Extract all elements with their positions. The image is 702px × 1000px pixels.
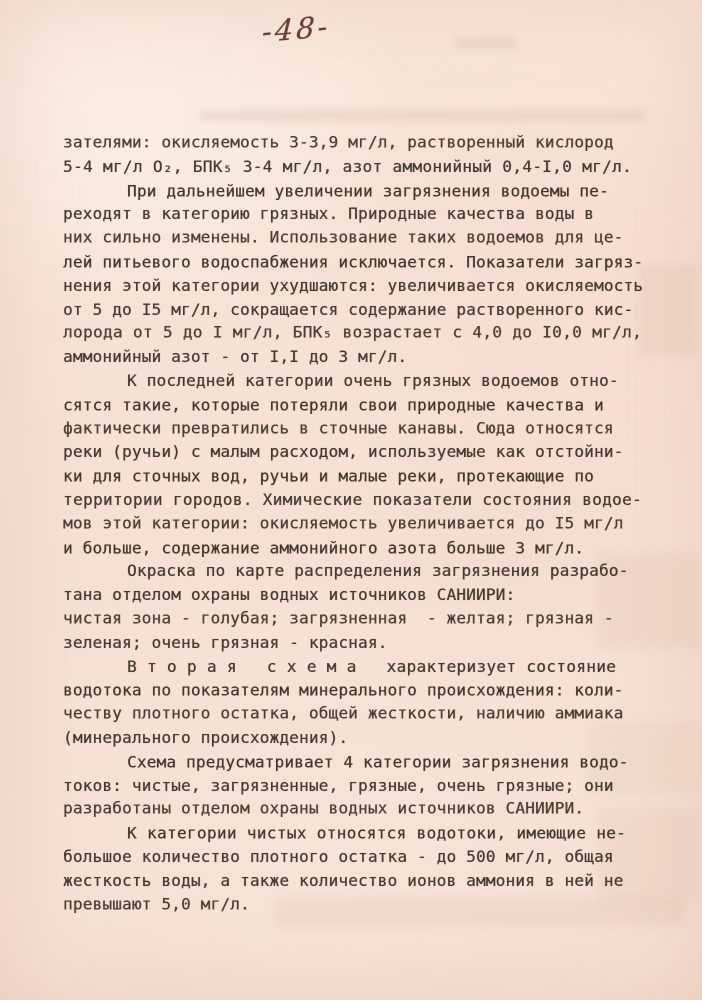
text-line: разработаны отделом охраны водных источников САНИИРИ. xyxy=(63,799,585,819)
text-line: лей питьевого водоспабжения исключается. Показатели загряз- xyxy=(63,252,644,272)
text-line: При дальнейшем увеличении загрязнения водоемы пе- xyxy=(127,180,609,200)
text-line: большое количество плотного остатка - до 500 мг/л, общая xyxy=(63,846,614,866)
text-line: К последней категории очень грязных водоемов отно- xyxy=(127,370,619,390)
text-line: превышают 5,0 мг/л. xyxy=(63,894,250,914)
text-line: (минерального происхождения). xyxy=(63,727,349,747)
text-line: жесткость воды, а также количество ионов аммония в ней не xyxy=(63,870,624,890)
text-line: честву плотного остатка, общей жесткости, наличию аммиака xyxy=(63,703,624,723)
text-line: реки (ручьи) с малым расходом, используемые как отстойни- xyxy=(63,442,624,462)
bleed-through-smudge xyxy=(455,38,515,48)
text-line: от 5 до I5 мг/л, сокращается содержание растворенного кис- xyxy=(63,299,634,319)
text-line: чистая зона - голубая; загрязненная - желтая; грязная - xyxy=(63,608,614,628)
text-line: Схема предусматривает 4 категории загрязнения водо- xyxy=(127,752,629,772)
text-line: лорода от 5 до I мг/л, БПК₅ возрастает с 4,0 до I0,0 мг/л, xyxy=(63,323,643,343)
text-line: сятся такие, которые потеряли свои природные качества и xyxy=(63,395,604,415)
text-line: водотока по показателям минерального происхождения: коли- xyxy=(63,680,624,700)
text-line: К категории чистых относятся водотоки, имеющие не- xyxy=(127,823,627,843)
text-line: реходят в категорию грязных. Природные качества воды в xyxy=(63,204,594,224)
page-number: -48- xyxy=(261,8,332,50)
text-line: и больше, содержание аммонийного азота больше 3 мг/л. xyxy=(63,537,585,557)
text-line: мов этой категории: окисляемость увеличивается до I5 мг/л xyxy=(63,513,624,533)
bleed-through-smudge xyxy=(200,110,645,121)
text-line: зеленая; очень грязная - красная. xyxy=(63,632,388,652)
text-line: 5-4 мг/л О₂, БПК₅ 3-4 мг/л, азот аммонийный 0,4-I,0 мг/л. xyxy=(63,156,633,176)
text-line: фактически превратились в сточные канавы. Сюда относятся xyxy=(63,418,614,438)
text-block xyxy=(63,131,663,916)
text-line: аммонийный азот - от I,I до 3 мг/л. xyxy=(63,347,408,367)
text-line: них сильно изменены. Использование таких водоемов для це- xyxy=(63,227,624,247)
text-line: тана отделом охраны водных источников САНИИРИ: xyxy=(63,585,516,605)
text-line: токов: чистые, загрязненные, грязные, очень грязные; они xyxy=(63,775,614,795)
text-line: территории городов. Химические показатели состояния водое- xyxy=(63,489,643,509)
text-line: нения этой категории ухудшаются: увеличивается окисляемость xyxy=(63,275,644,295)
text-line: Окраска по карте распределения загрязнения разрабо- xyxy=(127,561,629,581)
text-line: В т о р а я с х е м а характеризует состояние xyxy=(127,656,617,676)
text-line: ки для сточных вод, ручьи и малые реки, протекающие по xyxy=(63,466,594,486)
text-line: зателями: окисляемость 3-3,9 мг/л, растворенный кислород xyxy=(63,132,614,152)
